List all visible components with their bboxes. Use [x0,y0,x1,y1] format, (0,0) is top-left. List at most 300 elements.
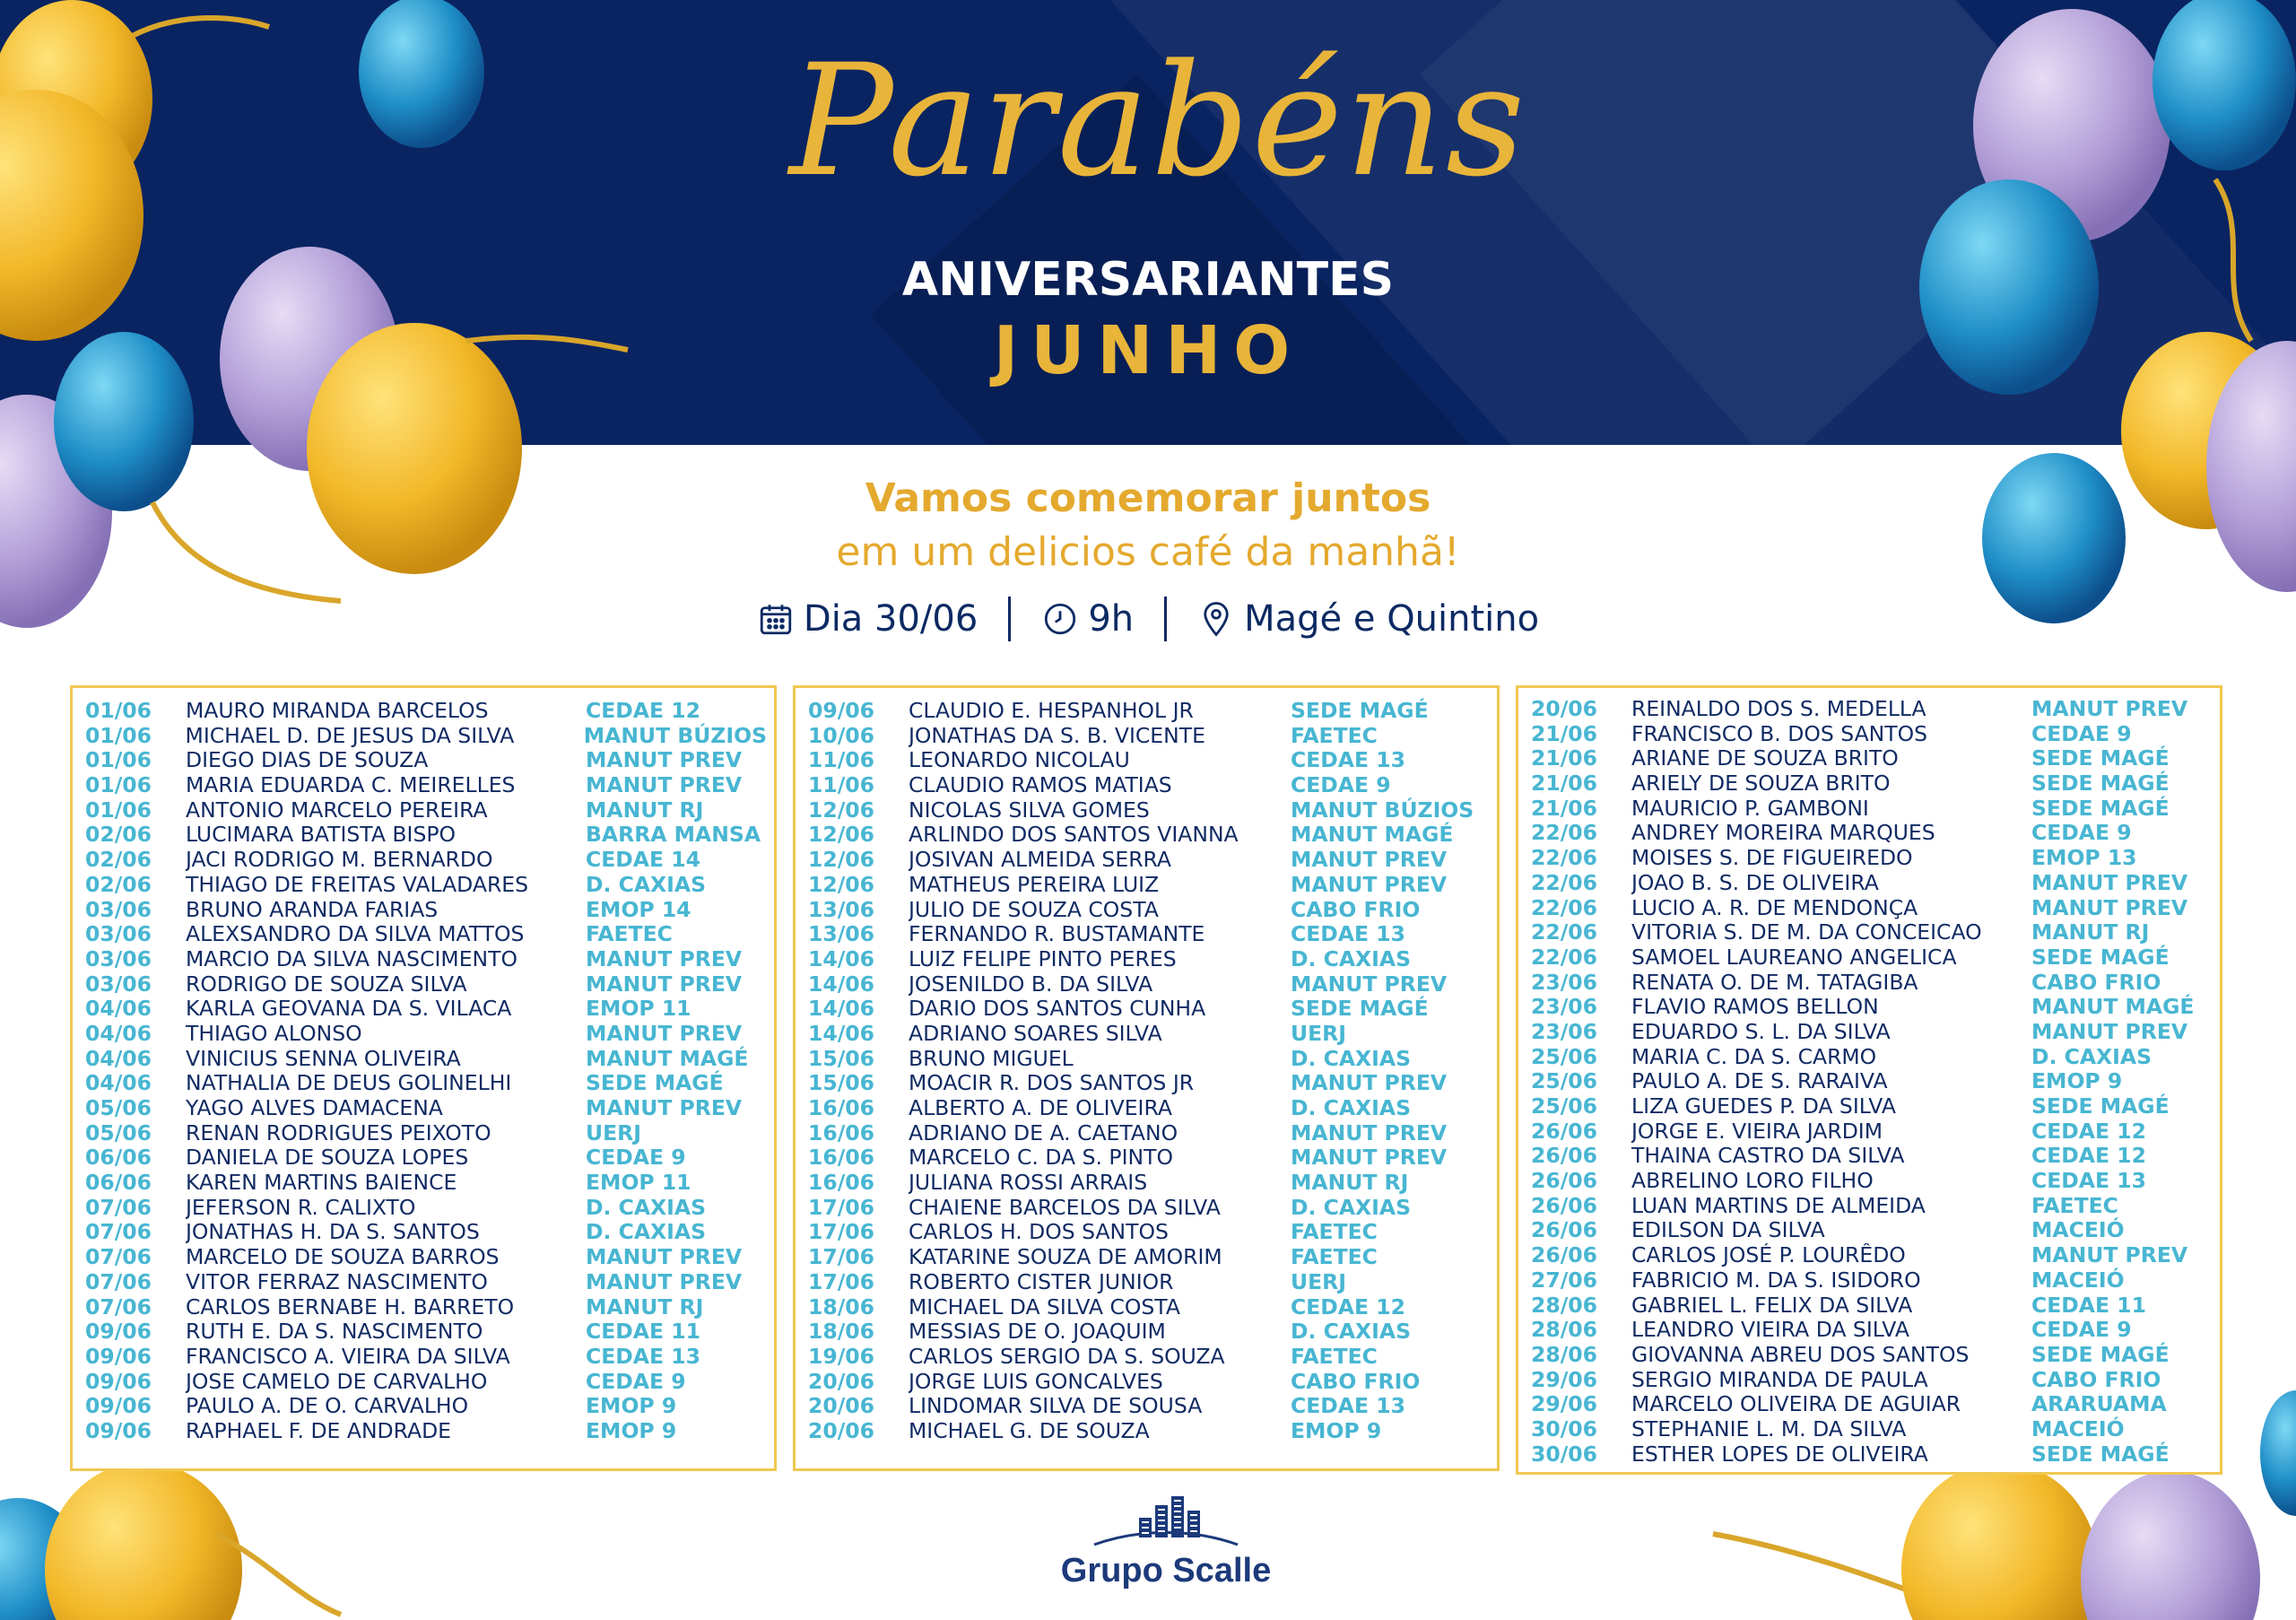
birthday-name: RODRIGO DE SOUZA SILVA [186,971,467,997]
event-details [718,590,1578,648]
birthday-row [85,1022,767,1047]
birthday-row [1531,945,2213,971]
birthday-name: THAINA CASTRO DA SILVA [1631,1144,1905,1169]
birthday-row [1531,995,2213,1020]
birthday-date: 06/06 [85,1170,152,1196]
birthday-unit: D. CAXIAS [586,1219,707,1245]
invite-subline: em um delicios café da manhã! [836,529,1460,575]
birthday-row [1531,1318,2213,1343]
birthday-name: ESTHER LOPES DE OLIVEIRA [1631,1441,1928,1467]
birthday-unit: FAETEC [1291,722,1378,748]
birthday-unit: EMOP 9 [2031,1068,2123,1094]
birthday-name: PAULO A. DE O. CARVALHO [186,1394,469,1419]
birthday-date: 07/06 [85,1268,152,1294]
event-time [1041,598,1134,640]
birthday-row [1531,1417,2213,1442]
birthday-date: 23/06 [1531,994,1597,1020]
birthday-unit: EMOP 11 [586,1170,691,1196]
birthday-row [808,724,1490,749]
birthday-unit: MANUT PREV [2031,1018,2188,1044]
birthday-unit: SEDE MAGÉ [586,1070,724,1096]
birthday-name: JEFERSON R. CALIXTO [186,1195,416,1220]
birthday-unit: CABO FRIO [1291,896,1421,922]
birthday-name: JOSIVAN ALMEIDA SERRA [909,848,1171,873]
birthday-name: LIZA GUEDES P. DA SILVA [1631,1094,1896,1119]
birthday-date: 11/06 [808,747,874,773]
birthday-date: 15/06 [808,1045,874,1071]
birthday-date: 14/06 [808,971,874,997]
birthday-name: JULIO DE SOUZA COSTA [909,897,1159,922]
birthday-unit: SEDE MAGÉ [2031,1341,2170,1367]
birthday-row [85,922,767,947]
birthday-name: REINALDO DOS S. MEDELLA [1631,697,1926,721]
birthday-unit: MANUT PREV [586,1095,743,1120]
birthday-name: FERNANDO R. BUSTAMANTE [909,922,1205,947]
birthday-name: JOSE CAMELO DE CARVALHO [186,1369,488,1394]
birthday-unit: MANUT PREV [2031,1242,2188,1268]
birthday-name: ALBERTO A. DE OLIVEIRA [909,1096,1172,1120]
subtitle-aniversariantes: ANIVERSARIANTES [901,253,1395,307]
birthday-date: 20/06 [808,1417,874,1443]
birthday-name: BRUNO ARANDA FARIAS [186,897,439,922]
birthday-name: LUIZ FELIPE PINTO PERES [909,946,1177,971]
birthday-row [1531,1368,2213,1393]
event-time-text: 9h [1088,598,1135,640]
birthday-date: 05/06 [85,1119,152,1145]
birthday-name: KAREN MARTINS BAIENCE [186,1171,457,1196]
birthday-row [1531,1119,2213,1145]
birthday-date: 13/06 [808,921,874,947]
birthday-name: BRUNO MIGUEL [909,1046,1074,1071]
birthday-date: 25/06 [1531,1068,1597,1094]
birthday-name: CARLOS H. DOS SANTOS [909,1220,1169,1245]
birthday-date: 22/06 [1531,845,1597,871]
birthday-date: 26/06 [1531,1143,1597,1169]
birthday-date: 12/06 [808,822,874,848]
birthday-row [808,1220,1490,1245]
birthday-date: 21/06 [1531,795,1597,821]
birthday-date: 09/06 [85,1368,152,1394]
birthday-unit: CEDAE 9 [2031,1317,2132,1343]
birthday-unit: MANUT PREV [586,1268,743,1294]
birthday-unit: D. CAXIAS [1291,1194,1412,1220]
birthday-row [808,748,1490,773]
birthday-date: 23/06 [1531,1018,1597,1044]
birthday-name: LUCIO A. R. DE MENDONÇA [1631,895,1918,920]
birthday-name: VITORIA S. DE M. DA CONCEICAO [1631,920,1982,945]
birthday-row [1531,1293,2213,1319]
birthday-name: ARIELY DE SOUZA BRITO [1631,771,1891,797]
balloons-bottom-left-icon [0,1471,377,1620]
birthday-date: 01/06 [85,747,152,773]
birthday-row [85,1121,767,1146]
logo-text: Grupo Scalle [1060,1552,1272,1590]
birthday-date: 29/06 [1531,1366,1597,1392]
birthday-name: LUCIMARA BATISTA BISPO [186,823,457,848]
birthday-row [1531,871,2213,896]
birthday-unit: MACEIÓ [2031,1217,2125,1243]
birthday-name: MARCIO DA SILVA NASCIMENTO [186,946,517,971]
birthday-name: ADRIANO SOARES SILVA [909,1021,1162,1046]
birthday-row [1531,1045,2213,1070]
birthday-unit: FAETEC [1291,1343,1378,1369]
birthday-unit: UERJ [586,1119,641,1145]
birthday-unit: CEDAE 9 [2031,720,2132,746]
birthday-date: 22/06 [1531,894,1597,920]
birthday-name: JOAO B. S. DE OLIVEIRA [1631,870,1879,895]
birthday-row [85,1345,767,1370]
birthday-row [808,823,1490,848]
birthday-row [85,1171,767,1196]
birthday-row [808,972,1490,997]
birthday-row [808,1171,1490,1196]
birthday-name: PAULO A. DE S. RARAIVA [1631,1069,1888,1094]
birthday-date: 11/06 [808,772,874,798]
birthday-name: NATHALIA DE DEUS GOLINELHI [186,1071,512,1096]
birthday-unit: D. CAXIAS [1291,1045,1412,1071]
birthday-row [1531,1094,2213,1119]
birthday-row [85,1270,767,1295]
birthday-date: 01/06 [85,722,152,748]
birthday-unit: ARARUAMA [2031,1391,2167,1417]
birthday-row [1531,722,2213,747]
birthday-date: 04/06 [85,996,152,1022]
birthday-date: 25/06 [1531,1043,1597,1069]
birthday-date: 03/06 [85,896,152,922]
birthday-unit: EMOP 14 [586,896,691,922]
birthday-row [85,1320,767,1345]
birthday-row [1531,920,2213,945]
birthday-name: DANIELA DE SOUZA LOPES [186,1145,469,1171]
birthday-date: 14/06 [808,1020,874,1046]
birthday-row [85,1220,767,1245]
birthday-name: ANTONIO MARCELO PEREIRA [186,797,488,823]
birthday-unit: SEDE MAGÉ [2031,795,2170,821]
birthday-row [1531,1268,2213,1293]
clock-icon [1041,600,1079,638]
birthday-unit: EMOP 9 [586,1393,677,1419]
birthday-date: 01/06 [85,698,152,723]
birthday-unit: CABO FRIO [2031,1366,2161,1392]
birthday-unit: MANUT PREV [2031,869,2188,895]
birthday-date: 26/06 [1531,1118,1597,1144]
birthday-row [85,1071,767,1096]
birthday-unit: D. CAXIAS [2031,1043,2152,1069]
birthday-row [1531,1343,2213,1368]
birthday-unit: FAETEC [2031,1192,2118,1218]
balloons-right-icon [1874,0,2296,628]
birthday-row [85,773,767,798]
birthday-unit: MANUT PREV [586,747,743,773]
birthday-row [808,1345,1490,1370]
birthday-name: MARCELO OLIVEIRA DE AGUIAR [1631,1392,1961,1417]
birthday-date: 04/06 [85,1045,152,1071]
birthday-date: 07/06 [85,1293,152,1320]
birthday-unit: CEDAE 12 [2031,1143,2146,1169]
birthday-list [1531,697,2213,1467]
birthday-unit: BARRA MANSA [586,822,761,848]
birthday-unit: CEDAE 13 [1291,747,1405,773]
birthday-name: JONATHAS H. DA S. SANTOS [186,1220,480,1245]
birthday-name: EDUARDO S. L. DA SILVA [1631,1019,1891,1044]
birthday-name: EDILSON DA SILVA [1631,1218,1825,1243]
birthday-unit: MANUT PREV [2031,696,2188,721]
birthday-name: LEONARDO NICOLAU [909,748,1130,773]
birthday-unit: EMOP 9 [1291,1417,1382,1443]
birthday-unit: FAETEC [1291,1219,1378,1245]
divider [1008,597,1011,641]
birthday-date: 16/06 [808,1119,874,1145]
birthday-name: VINICIUS SENNA OLIVEIRA [186,1046,461,1071]
birthday-date: 30/06 [1531,1441,1597,1467]
birthday-date: 09/06 [85,1319,152,1345]
birthday-name: GABRIEL L. FELIX DA SILVA [1631,1293,1913,1318]
birthday-name: MATHEUS PEREIRA LUIZ [909,872,1160,897]
birthday-unit: SEDE MAGÉ [1291,698,1429,723]
birthday-date: 07/06 [85,1219,152,1245]
birthday-unit: CABO FRIO [1291,1368,1421,1394]
birthday-date: 16/06 [808,1170,874,1196]
event-location [1197,598,1539,640]
birthday-name: THIAGO DE FREITAS VALADARES [186,872,529,897]
birthday-name: DIEGO DIAS DE SOUZA [186,748,429,773]
birthday-name: JULIANA ROSSI ARRAIS [909,1171,1148,1196]
birthday-date: 21/06 [1531,745,1597,771]
birthday-unit: CEDAE 13 [586,1343,700,1369]
birthday-row [808,798,1490,823]
birthday-row [808,1270,1490,1295]
birthday-row [85,1370,767,1395]
birthday-date: 09/06 [808,698,874,723]
birthday-date: 04/06 [85,1070,152,1096]
birthday-date: 12/06 [808,797,874,823]
birthday-unit: CABO FRIO [2031,969,2161,995]
birthday-date: 29/06 [1531,1391,1597,1417]
birthday-name: CLAUDIO E. HESPANHOL JR [909,699,1194,723]
birthday-row [808,1320,1490,1345]
birthday-name: ALEXSANDRO DA SILVA MATTOS [186,922,525,947]
birthday-name: JACI RODRIGO M. BERNARDO [186,848,493,873]
birthday-row [85,1245,767,1270]
birthday-name: MICHAEL DA SILVA COSTA [909,1294,1180,1320]
event-location-text: Magé e Quintino [1244,598,1540,640]
birthday-row [1531,821,2213,846]
birthday-date: 09/06 [85,1393,152,1419]
birthday-row [85,1096,767,1121]
building-logo-icon [1085,1493,1247,1548]
birthday-unit: EMOP 9 [586,1417,677,1443]
birthday-row [1531,1243,2213,1268]
birthday-date: 09/06 [85,1343,152,1369]
birthday-unit: CEDAE 13 [1291,1393,1405,1419]
birthday-date: 26/06 [1531,1217,1597,1243]
birthday-name: MAURICIO P. GAMBONI [1631,796,1869,821]
birthday-row [808,947,1490,972]
birthday-date: 20/06 [808,1368,874,1394]
birthday-row [808,773,1490,798]
month-title: JUNHO [993,312,1303,389]
birthday-date: 06/06 [85,1145,152,1171]
birthday-unit: MANUT PREV [1291,1070,1448,1096]
birthday-row [1531,771,2213,797]
birthday-date: 01/06 [85,772,152,798]
birthday-unit: SEDE MAGÉ [2031,944,2170,970]
birthday-date: 26/06 [1531,1242,1597,1268]
birthday-name: CHAIENE BARCELOS DA SILVA [909,1195,1221,1220]
birthday-date: 14/06 [808,996,874,1022]
birthday-column-1 [70,685,777,1471]
birthday-date: 21/06 [1531,720,1597,746]
birthday-row [808,1145,1490,1171]
birthday-row [808,1245,1490,1270]
birthday-row [1531,1442,2213,1468]
birthday-unit: SEDE MAGÉ [2031,1093,2170,1119]
birthday-row [1531,1144,2213,1169]
birthday-row [1531,697,2213,722]
birthday-row [808,1295,1490,1320]
birthday-name: VITOR FERRAZ NASCIMENTO [186,1269,488,1294]
birthday-unit: MANUT RJ [586,1293,704,1320]
birthday-unit: MANUT PREV [1291,1145,1448,1171]
birthday-row [1531,746,2213,771]
birthday-unit: MANUT PREV [586,945,743,971]
birthday-unit: MANUT RJ [2031,919,2150,945]
birthday-unit: CEDAE 13 [1291,921,1405,947]
birthday-date: 17/06 [808,1244,874,1270]
birthday-unit: CEDAE 12 [586,698,700,723]
birthday-date: 17/06 [808,1268,874,1294]
birthday-row [85,1419,767,1444]
birthday-unit: MANUT PREV [586,772,743,798]
birthday-unit: EMOP 11 [586,996,691,1022]
birthday-row [85,724,767,749]
birthday-date: 19/06 [808,1343,874,1369]
birthday-date: 02/06 [85,822,152,848]
birthday-unit: MANUT PREV [1291,871,1448,897]
birthday-unit: D. CAXIAS [1291,1095,1412,1120]
birthday-name: MARCELO C. DA S. PINTO [909,1145,1173,1171]
calendar-icon [757,600,795,638]
company-logo [1058,1493,1274,1609]
birthday-row [1531,797,2213,822]
birthday-row [85,873,767,898]
birthday-row [85,848,767,873]
birthday-unit: CEDAE 12 [1291,1293,1405,1320]
birthday-date: 07/06 [85,1194,152,1220]
birthday-unit: MANUT RJ [586,797,704,823]
birthday-row [808,922,1490,947]
invite-headline: Vamos comemorar juntos [865,475,1431,521]
birthday-row [85,947,767,972]
birthday-unit: MANUT PREV [586,1020,743,1046]
birthday-date: 25/06 [1531,1093,1597,1119]
birthday-date: 01/06 [85,797,152,823]
birthday-name: ROBERTO CISTER JUNIOR [909,1269,1174,1294]
birthday-row [808,1394,1490,1419]
birthday-unit: MANUT RJ [1291,1170,1409,1196]
birthday-name: GIOVANNA ABREU DOS SANTOS [1631,1342,1970,1367]
birthday-name: RUTH E. DA S. NASCIMENTO [186,1320,483,1345]
birthday-date: 22/06 [1531,919,1597,945]
birthday-row [1531,1169,2213,1194]
birthday-unit: CEDAE 9 [1291,772,1391,798]
birthday-unit: CEDAE 9 [586,1368,686,1394]
birthday-unit: FAETEC [1291,1244,1378,1270]
birthday-row [85,699,767,724]
birthday-name: MOISES S. DE FIGUEIREDO [1631,846,1913,871]
birthday-name: THIAGO ALONSO [186,1021,362,1046]
birthday-unit: MANUT MAGÉ [2031,994,2195,1020]
birthday-date: 28/06 [1531,1341,1597,1367]
birthday-name: KATARINE SOUZA DE AMORIM [909,1245,1222,1270]
birthday-name: ANDREY MOREIRA MARQUES [1631,821,1935,846]
birthday-name: MARCELO DE SOUZA BARROS [186,1245,500,1270]
birthday-date: 12/06 [808,847,874,873]
birthday-name: STEPHANIE L. M. DA SILVA [1631,1416,1907,1441]
birthday-unit: CEDAE 9 [586,1145,686,1171]
birthday-unit: D. CAXIAS [1291,945,1412,971]
birthday-name: RENATA O. DE M. TATAGIBA [1631,970,1918,995]
birthday-date: 17/06 [808,1194,874,1220]
birthday-unit: UERJ [1291,1268,1346,1294]
birthday-unit: MANUT MAGÉ [586,1045,749,1071]
birthday-date: 23/06 [1531,969,1597,995]
birthday-row [808,873,1490,898]
birthday-unit: CEDAE 12 [2031,1118,2146,1144]
birthday-date: 16/06 [808,1145,874,1171]
birthday-date: 12/06 [808,871,874,897]
birthday-unit: FAETEC [586,921,673,947]
birthday-name: DARIO DOS SANTOS CUNHA [909,997,1206,1022]
birthday-name: ADRIANO DE A. CAETANO [909,1120,1178,1145]
birthday-name: JOSENILDO B. DA SILVA [909,971,1153,997]
map-pin-icon [1197,600,1235,638]
birthday-date: 20/06 [1531,696,1597,721]
birthday-date: 28/06 [1531,1317,1597,1343]
birthday-row [85,898,767,923]
birthday-row [1531,846,2213,871]
birthday-date: 26/06 [1531,1192,1597,1218]
birthday-unit: CEDAE 9 [2031,820,2132,846]
birthday-date: 22/06 [1531,820,1597,846]
birthday-name: SERGIO MIRANDA DE PAULA [1631,1367,1928,1392]
birthday-row [808,1047,1490,1072]
birthday-date: 03/06 [85,945,152,971]
balloons-left-icon [0,0,646,646]
birthday-name: ARIANE DE SOUZA BRITO [1631,746,1899,771]
birthday-name: FABRICIO M. DA S. ISIDORO [1631,1267,1921,1293]
birthday-row [808,1370,1490,1395]
birthday-row [808,1096,1490,1121]
birthday-date: 09/06 [85,1417,152,1443]
birthday-date: 03/06 [85,921,152,947]
birthday-date: 15/06 [808,1070,874,1096]
birthday-unit: D. CAXIAS [1291,1319,1412,1345]
birthday-column-2 [793,685,1500,1471]
birthday-name: MAURO MIRANDA BARCELOS [186,699,489,723]
birthday-name: LUAN MARTINS DE ALMEIDA [1631,1193,1926,1218]
birthday-date: 14/06 [808,945,874,971]
birthday-row [808,699,1490,724]
birthday-row [808,1121,1490,1146]
birthday-name: FLAVIO RAMOS BELLON [1631,995,1879,1020]
birthday-date: 18/06 [808,1293,874,1320]
birthday-name: NICOLAS SILVA GOMES [909,797,1150,823]
birthday-date: 04/06 [85,1020,152,1046]
birthday-row [1531,1218,2213,1243]
birthday-unit: MANUT PREV [586,971,743,997]
birthday-name: ABRELINO LORO FILHO [1631,1169,1874,1194]
